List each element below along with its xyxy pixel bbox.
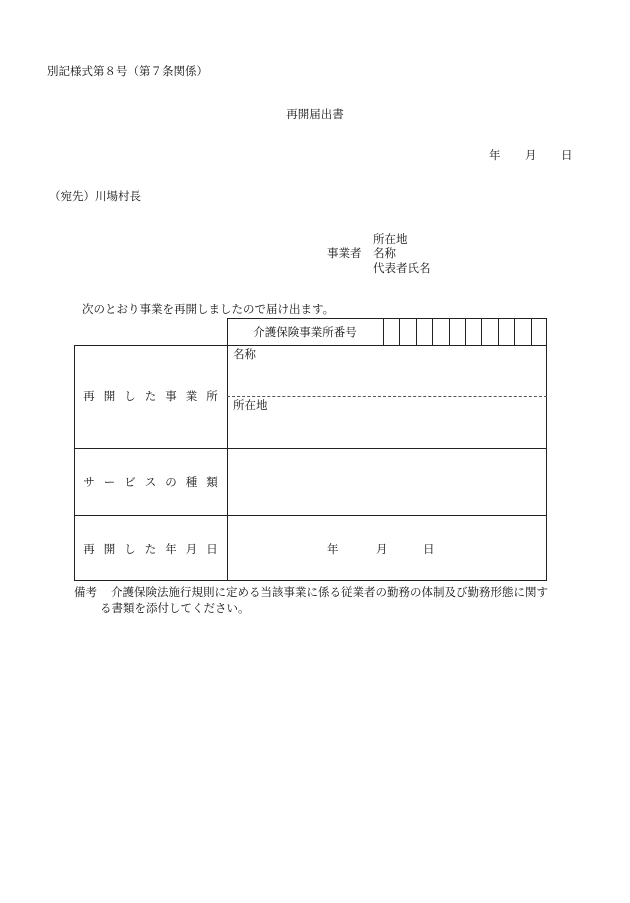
office-number-box	[432, 318, 433, 346]
office-number-box	[498, 318, 499, 346]
date-day: 日	[561, 148, 573, 162]
business-address-label: 所在地	[373, 232, 408, 246]
submission-date	[489, 148, 573, 162]
office-number-box	[449, 318, 450, 346]
date-year: 年	[489, 148, 501, 162]
business-label: 事業者	[327, 246, 362, 260]
office-number-box	[416, 318, 417, 346]
reopen-date-day: 日	[423, 542, 435, 556]
office-number-box	[465, 318, 466, 346]
addressee: （宛先）川場村長	[49, 189, 141, 203]
office-number-box	[383, 318, 384, 346]
business-name-label: 名称	[373, 246, 396, 260]
remarks-line-2: る書類を添付してください。	[100, 601, 250, 615]
row-divider	[74, 448, 547, 449]
remarks-line-1: 介護保険法施行規則に定める当該事業に係る従業者の勤務の体制及び勤務形態に関す	[111, 585, 548, 599]
date-month: 月	[525, 148, 537, 162]
reopen-date-year: 年	[327, 542, 339, 556]
office-number-box	[514, 318, 515, 346]
office-number-box	[531, 318, 532, 346]
remarks-heading: 備考	[74, 585, 97, 599]
business-representative-label: 代表者氏名	[373, 261, 431, 275]
field-divider	[227, 396, 547, 397]
document-title: 再開届出書	[286, 107, 344, 121]
office-address-label: 所在地	[233, 398, 268, 412]
remarks	[74, 584, 584, 616]
office-number-box	[481, 318, 482, 346]
row-divider	[74, 515, 547, 516]
row-label-service-type: サービスの種類	[83, 475, 227, 489]
office-name-label: 名称	[233, 347, 256, 361]
row-label-reopened-office: 再開した事業所	[83, 389, 227, 403]
table-column-divider	[227, 345, 228, 581]
row-label-reopened-date: 再開した年月日	[83, 542, 227, 556]
intro-text: 次のとおり事業を再開しましたので届け出ます。	[82, 302, 335, 316]
form-number: 別記様式第８号（第７条関係）	[47, 64, 208, 78]
reopen-date-month: 月	[376, 542, 388, 556]
office-number-box	[399, 318, 400, 346]
office-number-label: 介護保険事業所番号	[253, 325, 357, 339]
